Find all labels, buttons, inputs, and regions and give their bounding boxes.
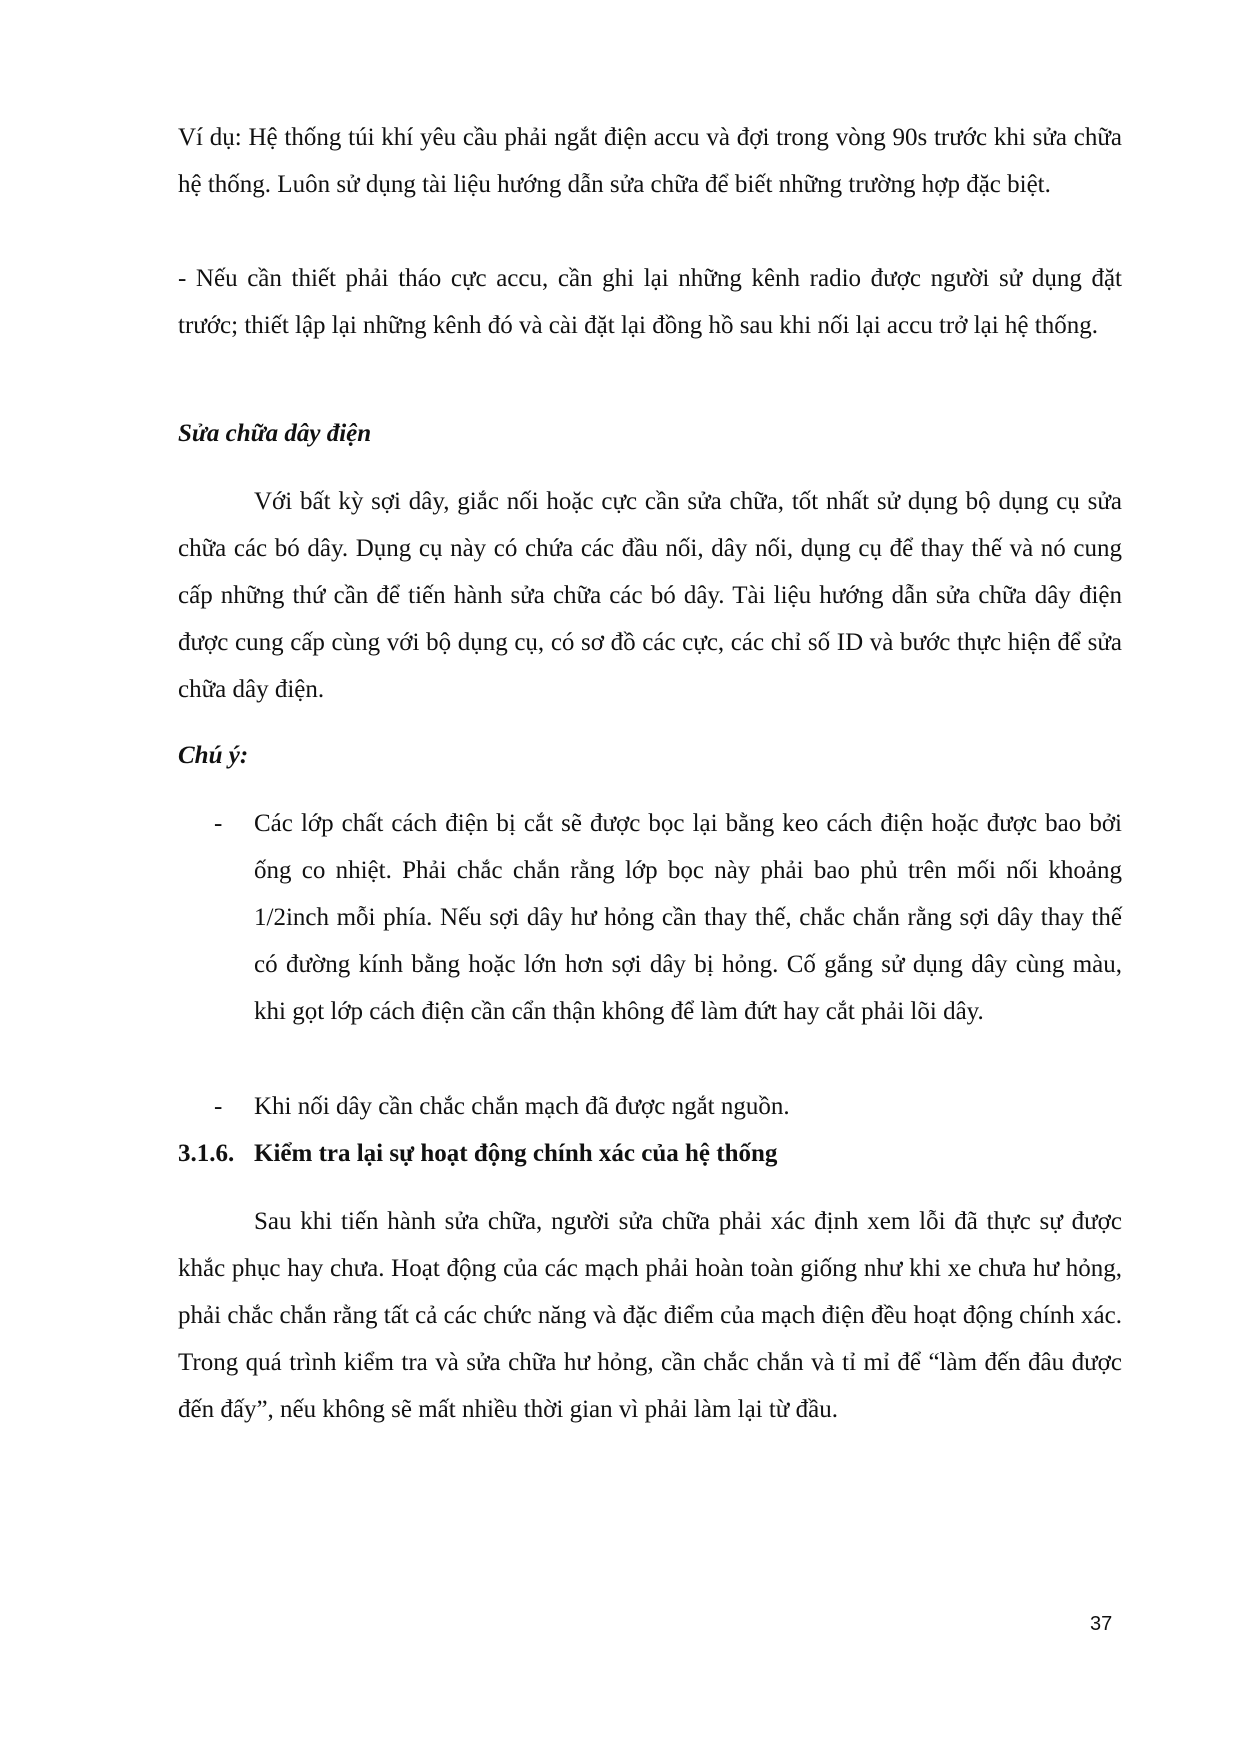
section-title: Kiểm tra lại sự hoạt động chính xác của hệ thống — [254, 1140, 778, 1167]
note-item — [178, 800, 1122, 1035]
note-item-text: Các lớp chất cách điện bị cắt sẽ được bọc lại bằng keo cách điện hoặc được bao bởi ống co nhiệt. Phải chắc chắn rằng lớp bọc này phải bao phủ trên mối nối khoảng 1/2inch mỗi phía. Nếu sợi dây hư hỏng cần thay thế, chắc chắn rằng sợi dây thay thế có đường kính bằng hoặc lớn hơn sợi dây bị hỏng. Cố gắng sử dụng dây cùng màu, khi gọt lớp cách điện cần cẩn thận không để làm đứt hay cắt phải lõi dây. — [254, 810, 1122, 1025]
section-heading — [178, 1130, 1122, 1177]
paragraph-radio: - Nếu cần thiết phải tháo cực accu, cần ghi lại những kênh radio được người sử dụng đặt trước; thiết lập lại những kênh đó và cài đặt lại đồng hồ sau khi nối lại accu trở lại hệ thống. — [178, 265, 1122, 339]
note-item-text: Khi nối dây cần chắc chắn mạch đã được ngắt nguồn. — [254, 1093, 790, 1120]
page-number: 37 — [1090, 1613, 1113, 1635]
heading-note: Chú ý: — [178, 742, 249, 769]
heading-wire-repair: Sửa chữa dây điện — [178, 420, 372, 447]
bullet-dash: - — [214, 810, 223, 837]
paragraph-wire-repair: Với bất kỳ sợi dây, giắc nối hoặc cực cần sửa chữa, tốt nhất sử dụng bộ dụng cụ sửa chữa các bó dây. Dụng cụ này có chứa các đầu nối, dây nối, dụng cụ để thay thế và nó cung cấp những thứ cần để tiến hành sửa chữa các bó dây. Tài liệu hướng dẫn sửa chữa dây điện được cung cấp cùng với bộ dụng cụ, có sơ đồ các cực, các chỉ số ID và bước thực hiện để sửa chữa dây điện. — [178, 488, 1122, 703]
section-number: 3.1.6. — [178, 1140, 235, 1167]
bullet-dash: - — [214, 1093, 223, 1120]
paragraph-intro: Ví dụ: Hệ thống túi khí yêu cầu phải ngắt điện accu và đợi trong vòng 90s trước khi sửa chữa hệ thống. Luôn sử dụng tài liệu hướng dẫn sửa chữa để biết những trường hợp đặc biệt. — [178, 124, 1122, 198]
paragraph-verification: Sau khi tiến hành sửa chữa, người sửa chữa phải xác định xem lỗi đã thực sự được khắc phục hay chưa. Hoạt động của các mạch phải hoàn toàn giống như khi xe chưa hư hỏng, phải chắc chắn rằng tất cả các chức năng và đặc điểm của mạch điện đều hoạt động chính xác. Trong quá trình kiểm tra và sửa chữa hư hỏng, cần chắc chắn và tỉ mỉ để “làm đến đâu được đến đấy”, nếu không sẽ mất nhiều thời gian vì phải làm lại từ đầu. — [178, 1208, 1122, 1423]
note-item — [178, 1083, 1122, 1130]
